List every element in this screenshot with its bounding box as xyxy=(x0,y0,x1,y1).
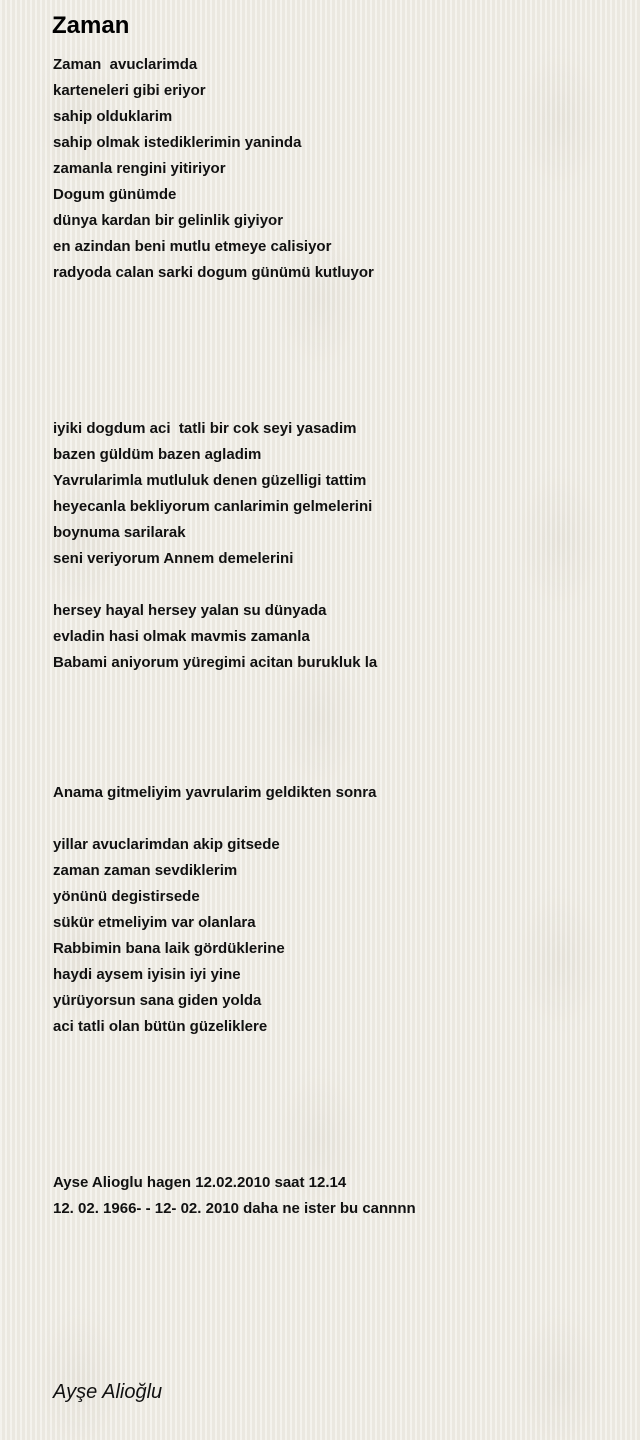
poem-line: radyoda calan sarki dogum günümü kutluyor xyxy=(53,264,374,281)
poem-line: sükür etmeliyim var olanlara xyxy=(53,914,256,931)
poem-line: Zaman avuclarimda xyxy=(53,56,198,73)
poem-line: yönünü degistirsede xyxy=(53,888,200,905)
poem-line: seni veriyorum Annem demelerini xyxy=(53,550,294,567)
poem-line: evladin hasi olmak mavmis zamanla xyxy=(53,628,310,645)
poem-line: boynuma sarilarak xyxy=(53,524,186,541)
poem-line: Rabbimin bana laik gördüklerine xyxy=(53,940,285,957)
poem-line: 12. 02. 1966- - 12- 02. 2010 daha ne ister bu cannnn xyxy=(53,1200,416,1217)
poem-author: Ayşe Alioğlu xyxy=(53,1381,163,1403)
poem-line: zamanla rengini yitiriyor xyxy=(53,160,226,177)
poem-line: Dogum günümde xyxy=(53,186,177,203)
poem-line: iyiki dogdum aci tatli bir cok seyi yasadim xyxy=(53,420,357,437)
poem-line: bazen güldüm bazen agladim xyxy=(53,446,262,463)
poem-line xyxy=(53,1066,613,1092)
poem-line xyxy=(53,676,613,702)
poem-line: en azindan beni mutlu etmeye calisiyor xyxy=(53,238,332,255)
poem-line xyxy=(53,1144,613,1170)
poem-line: dünya kardan bir gelinlik giyiyor xyxy=(53,212,284,229)
poem-line: sahip olduklarim xyxy=(53,108,173,125)
poem-line: yürüyorsun sana giden yolda xyxy=(53,992,262,1009)
poem-line xyxy=(53,390,613,416)
poem-line: zaman zaman sevdiklerim xyxy=(53,862,238,879)
poem-line xyxy=(53,364,613,390)
poem-line xyxy=(53,286,613,312)
poem-line xyxy=(53,754,613,780)
poem-line xyxy=(53,1092,613,1118)
poem-line xyxy=(53,572,613,598)
poem-line: haydi aysem iyisin iyi yine xyxy=(53,966,241,983)
poem-line: Anama gitmeliyim yavrularim geldikten sonra xyxy=(53,784,377,801)
poem-body xyxy=(53,52,613,1222)
poem-line xyxy=(53,806,613,832)
poem-line: karteneleri gibi eriyor xyxy=(53,82,206,99)
poem-line: sahip olmak istediklerimin yaninda xyxy=(53,134,302,151)
poem-line xyxy=(53,338,613,364)
poem-line: Babami aniyorum yüregimi acitan burukluk la xyxy=(53,654,378,671)
poem-line: heyecanla bekliyorum canlarimin gelmelerini xyxy=(53,498,373,515)
poem-title: Zaman xyxy=(52,12,130,39)
poem-line xyxy=(53,1118,613,1144)
poem-line xyxy=(53,728,613,754)
poem-line xyxy=(53,1040,613,1066)
poem-line: Yavrularimla mutluluk denen güzelligi tattim xyxy=(53,472,367,489)
poem-line xyxy=(53,702,613,728)
poem-line: aci tatli olan bütün güzeliklere xyxy=(53,1018,268,1035)
poem-line: Ayse Alioglu hagen 12.02.2010 saat 12.14 xyxy=(53,1174,347,1191)
poem-line: hersey hayal hersey yalan su dünyada xyxy=(53,602,327,619)
poem-line: yillar avuclarimdan akip gitsede xyxy=(53,836,280,853)
poem-line xyxy=(53,312,613,338)
